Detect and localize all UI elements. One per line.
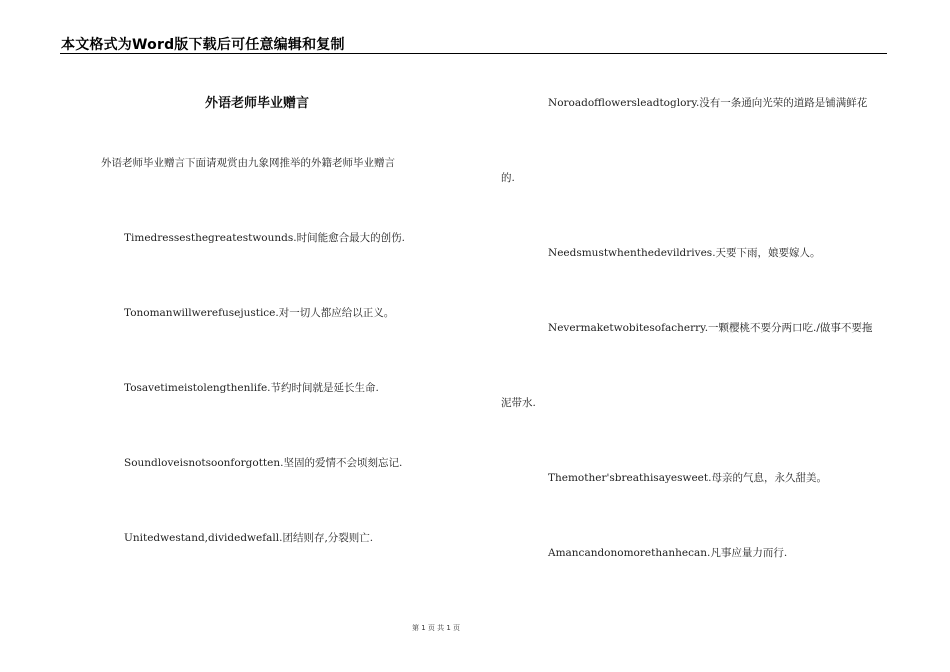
header-divider xyxy=(60,53,887,54)
left-proverb-line: Soundloveisnotsoonforgotten.坚固的爱情不会顷刻忘记. xyxy=(124,457,403,469)
page-number: 第 1 页 共 1 页 xyxy=(412,624,461,632)
left-proverb-line: Unitedwestand,dividedwefall.团结则存,分裂则亡. xyxy=(124,532,374,544)
left-proverb-line: Tonomanwillwerefusejustice.对一切人都应给以正义。 xyxy=(124,307,395,319)
right-proverb-continuation: 的. xyxy=(501,172,515,184)
right-proverb-line: Nevermaketwobitesofacherry.一颗樱桃不要分两口吃./做事不要拖 xyxy=(548,322,873,334)
right-proverb-line: Amancandonomorethanhecan.凡事应量力而行. xyxy=(548,547,788,559)
left-proverb-line: Tosavetimeistolengthenlife.节约时间就是延长生命. xyxy=(124,382,379,394)
right-proverb-line: Needsmustwhenthedevildrives.天要下雨，娘要嫁人。 xyxy=(548,247,821,259)
right-proverb-line: Noroadofflowersleadtoglory.没有一条通向光荣的道路是铺满鲜花 xyxy=(548,97,868,109)
left-proverb-line: Timedressesthegreatestwounds.时间能愈合最大的创伤. xyxy=(124,232,405,244)
document-title: 外语老师毕业赠言 xyxy=(205,96,310,111)
right-proverb-continuation: 泥带水. xyxy=(501,397,536,409)
intro-paragraph: 外语老师毕业赠言下面请观赏由九象网推举的外籍老师毕业赠言 xyxy=(101,157,395,169)
right-proverb-line: Themother'sbreathisayesweet.母亲的气息，永久甜美。 xyxy=(548,472,827,484)
header-banner: 本文格式为Word版下载后可任意编辑和复制 xyxy=(61,37,345,53)
